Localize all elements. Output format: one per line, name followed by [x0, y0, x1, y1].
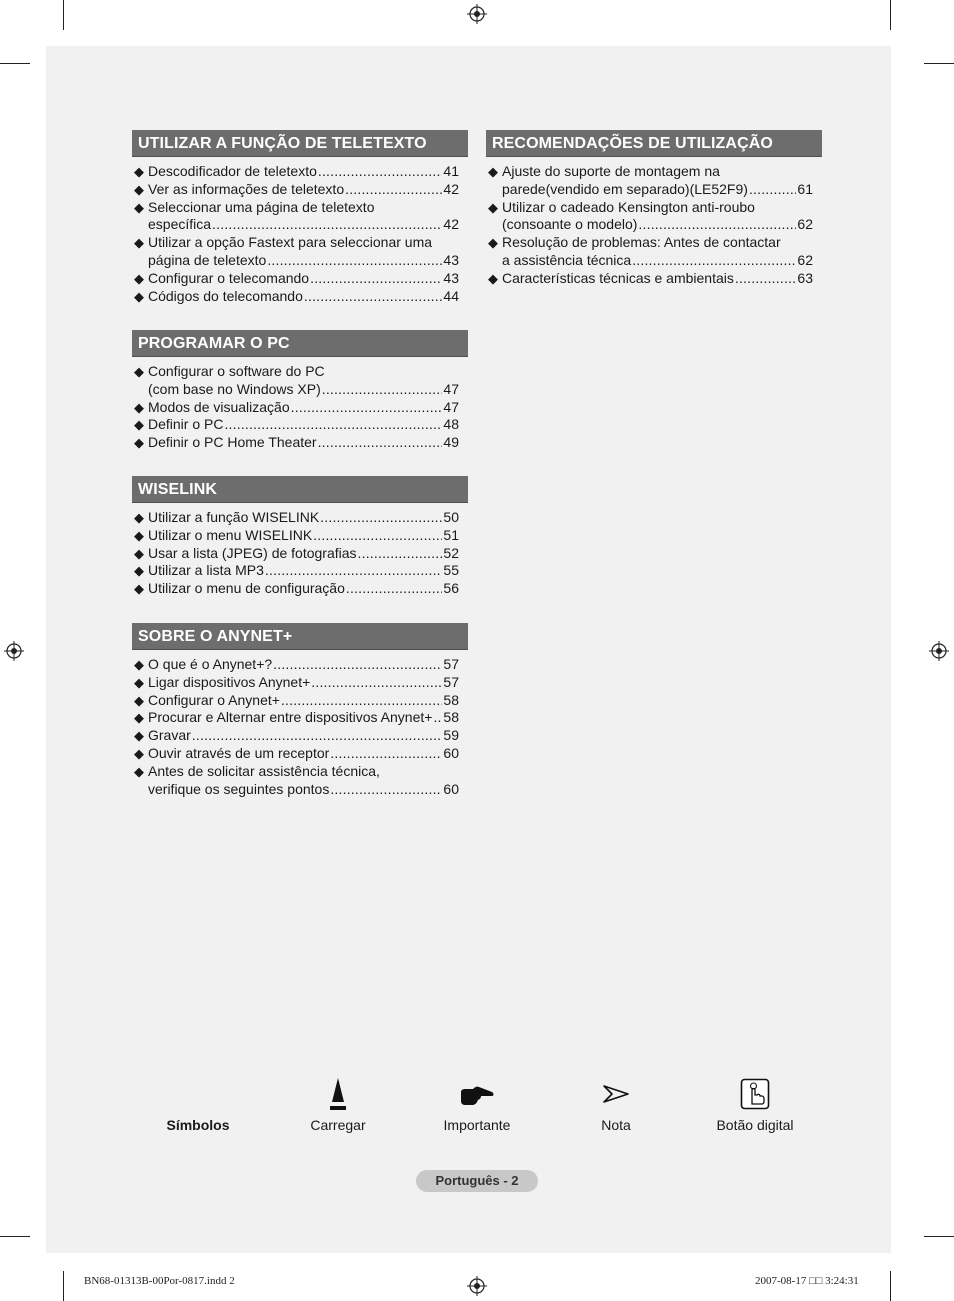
toc-entry-text: (consoante o modelo): [502, 216, 638, 233]
toc-entry-line: [502, 163, 813, 181]
toc-page-number: 43: [443, 269, 459, 286]
toc-entry-text: Modos de visualização: [148, 398, 290, 415]
dot-leader: [267, 252, 442, 270]
toc-entry-line: [148, 181, 459, 199]
toc-entry-text: específica: [148, 216, 212, 233]
toc-entry-text: a assistência técnica: [502, 251, 632, 268]
crop-mark: [63, 1271, 64, 1301]
diamond-bullet-icon: ◆: [134, 199, 144, 215]
diamond-bullet-icon: ◆: [134, 545, 144, 561]
toc-entry-text: Ligar dispositivos Anynet+: [148, 673, 311, 690]
toc-entry[interactable]: [132, 674, 468, 692]
symbol-label: Botão digital: [716, 1117, 794, 1133]
toc-entry-line: [148, 692, 459, 710]
crop-mark: [924, 63, 954, 64]
toc-page-number: 51: [443, 526, 459, 543]
registration-mark-icon: [467, 4, 487, 24]
toc-entry[interactable]: [132, 763, 468, 799]
toc-entry[interactable]: [486, 163, 822, 199]
toc-entry[interactable]: [132, 709, 468, 727]
diamond-bullet-icon: ◆: [134, 164, 144, 179]
toc-entry-text: Seleccionar uma página de teletexto: [148, 198, 375, 215]
dot-leader: [224, 416, 442, 434]
diamond-bullet-icon: ◆: [134, 745, 144, 761]
toc-entry-text: Ajuste do suporte de montagem na: [502, 163, 720, 179]
section-title: UTILIZAR A FUNÇÃO DE TELETEXTO: [132, 130, 468, 157]
diamond-bullet-icon: ◆: [134, 435, 144, 451]
diamond-bullet-icon: ◆: [134, 510, 144, 525]
toc-page-number: 62: [797, 216, 813, 233]
diamond-bullet-icon: ◆: [134, 728, 144, 744]
toc-entry-line: [148, 781, 459, 799]
toc-entry[interactable]: [132, 270, 468, 288]
diamond-bullet-icon: ◆: [134, 235, 144, 251]
toc-entry[interactable]: [132, 163, 468, 181]
dot-leader: [281, 692, 443, 710]
toc-entry[interactable]: [132, 434, 468, 452]
toc-entry-text: Descodificador de teletexto: [148, 163, 317, 179]
toc-entry[interactable]: [132, 527, 468, 545]
toc-page-number: 42: [443, 216, 459, 233]
toc-page-number: 52: [443, 544, 459, 561]
toc-entry-line: [502, 252, 813, 270]
toc-entry-line: [148, 434, 459, 452]
footer-file: BN68-01313B-00Por-0817.indd 2: [84, 1275, 235, 1287]
toc-entry-text: Usar a lista (JPEG) de fotografias: [148, 544, 357, 561]
toc-entry[interactable]: [132, 745, 468, 763]
toc-entry[interactable]: [132, 545, 468, 563]
diamond-bullet-icon: ◆: [488, 164, 498, 179]
toc-entry-text: Definir o PC: [148, 416, 224, 433]
toc-page-number: 57: [443, 673, 459, 690]
toc-entry-line: [148, 163, 459, 181]
toc-entry-text: Procurar e Alternar entre dispositivos Anynet+: [148, 709, 433, 726]
section-items: [132, 656, 468, 798]
toc-entry-text: Utilizar o menu WISELINK: [148, 526, 313, 543]
toc-entry-line: [502, 270, 813, 288]
dot-leader: [318, 434, 443, 452]
toc-entry[interactable]: [132, 509, 468, 527]
registration-mark-icon: [929, 641, 949, 661]
toc-entry-text: (com base no Windows XP): [148, 380, 321, 397]
section-teletext: [132, 130, 468, 305]
crop-mark: [890, 1271, 891, 1301]
toc-entry-text: página de teletexto: [148, 251, 267, 268]
toc-entry-text: Utilizar a função WISELINK: [148, 509, 320, 525]
toc-entry-line: [148, 527, 459, 545]
toc-entry-line: [148, 656, 459, 674]
section-items: [486, 163, 822, 288]
toc-entry-line: [502, 199, 813, 217]
toc-page-number: 48: [443, 416, 459, 433]
toc-entry-line: [148, 416, 459, 434]
toc-entry[interactable]: [132, 692, 468, 710]
toc-entry[interactable]: [132, 727, 468, 745]
dot-leader: [632, 252, 796, 270]
toc-entry[interactable]: [132, 562, 468, 580]
dot-leader: [433, 709, 442, 727]
section-recommendations: [486, 130, 822, 288]
symbol-label: Importante: [443, 1117, 511, 1133]
one-touch-button-icon: [740, 1078, 770, 1110]
toc-entry-text: Configurar o Anynet+: [148, 691, 280, 708]
toc-page-number: 57: [443, 656, 459, 672]
toc-page-number: 63: [797, 269, 813, 286]
diamond-bullet-icon: ◆: [134, 364, 144, 379]
toc-entry-line: [148, 234, 459, 252]
toc-entry-text: Códigos do telecomando: [148, 287, 303, 304]
diamond-bullet-icon: ◆: [134, 288, 144, 304]
toc-page-number: 47: [443, 398, 459, 415]
symbol-label: Nota: [601, 1117, 631, 1133]
toc-page-number: 60: [443, 780, 459, 797]
toc-entry-text: verifique os seguintes pontos: [148, 780, 330, 797]
symbols-legend: [0, 1070, 954, 1150]
toc-entry-line: [148, 562, 459, 580]
section-wiselink: [132, 476, 468, 598]
dot-leader: [310, 270, 442, 288]
toc-entry-line: [502, 234, 813, 252]
crop-mark: [63, 0, 64, 30]
dot-leader: [291, 399, 443, 417]
toc-entry-line: [148, 709, 459, 727]
dot-leader: [346, 580, 443, 598]
section-title: RECOMENDAÇÕES DE UTILIZAÇÃO: [486, 130, 822, 157]
registration-mark-icon: [467, 1276, 487, 1296]
toc-page-number: 58: [443, 709, 459, 726]
toc-entry[interactable]: [132, 181, 468, 199]
dot-leader: [304, 288, 443, 306]
toc-page-number: 42: [443, 180, 459, 197]
diamond-bullet-icon: ◆: [134, 657, 144, 672]
dot-leader: [322, 381, 443, 399]
diamond-bullet-icon: ◆: [488, 235, 498, 251]
toc-entry-text: Definir o PC Home Theater: [148, 434, 317, 451]
section-title: WISELINK: [132, 476, 468, 503]
dot-leader: [638, 216, 796, 234]
crop-mark: [924, 1236, 954, 1237]
toc-entry-line: [148, 745, 459, 763]
dot-leader: [192, 727, 443, 745]
toc-entry-line: [148, 199, 459, 217]
toc-page-number: 61: [797, 180, 813, 197]
toc-entry[interactable]: [132, 363, 468, 399]
dot-leader: [318, 163, 443, 181]
toc-entry-text: Gravar: [148, 727, 191, 744]
toc-page-number: 44: [443, 287, 459, 304]
diamond-bullet-icon: ◆: [134, 181, 144, 197]
toc-entry-text: O que é o Anynet+?: [148, 656, 273, 672]
toc-entry-text: Ouvir através de um receptor: [148, 744, 330, 761]
toc-entry-line: [148, 363, 459, 381]
toc-entry[interactable]: [132, 199, 468, 235]
diamond-bullet-icon: ◆: [134, 581, 144, 597]
toc-entry[interactable]: [486, 234, 822, 270]
toc-entry[interactable]: [132, 580, 468, 598]
dot-leader: [313, 527, 442, 545]
dot-leader: [311, 674, 442, 692]
toc-entry-text: Utilizar a opção Fastext para seleccionar uma: [148, 234, 433, 251]
toc-page-number: 55: [443, 562, 459, 579]
toc-entry[interactable]: [132, 416, 468, 434]
crop-mark: [0, 1236, 30, 1237]
dot-leader: [212, 216, 442, 234]
section-title: SOBRE O ANYNET+: [132, 623, 468, 650]
toc-entry-line: [148, 270, 459, 288]
pointing-hand-icon: [459, 1084, 495, 1108]
section-items: [132, 163, 468, 305]
toc-entry-text: Utilizar o menu de configuração: [148, 580, 345, 597]
toc-entry[interactable]: [132, 399, 468, 417]
dot-leader: [358, 545, 443, 563]
toc-page-number: 58: [443, 691, 459, 708]
toc-page-number: 60: [443, 744, 459, 761]
page-number: Português - 2: [416, 1170, 538, 1192]
toc-page-number: 50: [443, 509, 459, 525]
section-anynet: [132, 623, 468, 798]
toc-entry-line: [148, 252, 459, 270]
toc-page-number: 47: [443, 380, 459, 397]
toc-entry-text: Utilizar a lista MP3: [148, 562, 264, 579]
toc-entry[interactable]: [132, 656, 468, 674]
toc-page-number: 43: [443, 251, 459, 268]
toc-entry-line: [148, 216, 459, 234]
toc-page-number: 59: [443, 727, 459, 744]
toc-entry-line: [148, 674, 459, 692]
toc-entry[interactable]: [486, 270, 822, 288]
note-arrow-icon: [602, 1084, 630, 1104]
toc-entry-text: Configurar o telecomando: [148, 269, 310, 286]
diamond-bullet-icon: ◆: [134, 710, 144, 726]
toc-entry-line: [148, 727, 459, 745]
section-items: [132, 509, 468, 598]
diamond-bullet-icon: ◆: [134, 270, 144, 286]
press-icon: [327, 1076, 349, 1114]
symbols-title: Símbolos: [166, 1117, 230, 1133]
toc-entry-text: Ver as informações de teletexto: [148, 180, 345, 197]
toc-entry-text: Utilizar o cadeado Kensington anti-roubo: [502, 198, 755, 215]
toc-entry-text: parede(vendido em separado)(LE52F9): [502, 180, 748, 197]
toc-entry-line: [502, 181, 813, 199]
toc-entry-line: [148, 399, 459, 417]
diamond-bullet-icon: ◆: [134, 527, 144, 543]
toc-entry-line: [148, 580, 459, 598]
dot-leader: [749, 181, 796, 199]
diamond-bullet-icon: ◆: [134, 763, 144, 779]
diamond-bullet-icon: ◆: [134, 563, 144, 579]
toc-page-number: 49: [443, 434, 459, 451]
diamond-bullet-icon: ◆: [134, 399, 144, 415]
toc-entry-text: Configurar o software do PC: [148, 363, 325, 379]
toc-entry-line: [148, 763, 459, 781]
toc-page-number: 56: [443, 580, 459, 597]
dot-leader: [265, 562, 443, 580]
dot-leader: [320, 509, 442, 527]
symbol-label: Carregar: [310, 1117, 366, 1133]
dot-leader: [330, 745, 442, 763]
section-pc: [132, 330, 468, 452]
diamond-bullet-icon: ◆: [488, 270, 498, 286]
toc-entry-line: [502, 216, 813, 234]
registration-mark-icon: [4, 641, 24, 661]
toc-entry[interactable]: [132, 288, 468, 306]
section-items: [132, 363, 468, 452]
toc-entry-line: [148, 509, 459, 527]
dot-leader: [735, 270, 797, 288]
toc-entry-line: [148, 288, 459, 306]
toc-entry-line: [148, 545, 459, 563]
section-title: PROGRAMAR O PC: [132, 330, 468, 357]
toc-page-number: 41: [443, 163, 459, 179]
toc-entry[interactable]: [132, 234, 468, 270]
dot-leader: [330, 781, 442, 799]
diamond-bullet-icon: ◆: [134, 692, 144, 708]
toc-entry-text: Antes de solicitar assistência técnica,: [148, 762, 380, 779]
crop-mark: [0, 63, 30, 64]
dot-leader: [273, 656, 442, 674]
toc-entry-text: Resolução de problemas: Antes de contactar: [502, 234, 781, 251]
toc-entry-line: [148, 381, 459, 399]
diamond-bullet-icon: ◆: [488, 199, 498, 215]
crop-mark: [890, 0, 891, 30]
dot-leader: [345, 181, 442, 199]
footer-timestamp: 2007-08-17 □□ 3:24:31: [755, 1275, 859, 1287]
toc-page-number: 62: [797, 251, 813, 268]
diamond-bullet-icon: ◆: [134, 417, 144, 433]
toc-entry[interactable]: [486, 199, 822, 235]
toc-entry-text: Características técnicas e ambientais: [502, 269, 734, 286]
diamond-bullet-icon: ◆: [134, 674, 144, 690]
